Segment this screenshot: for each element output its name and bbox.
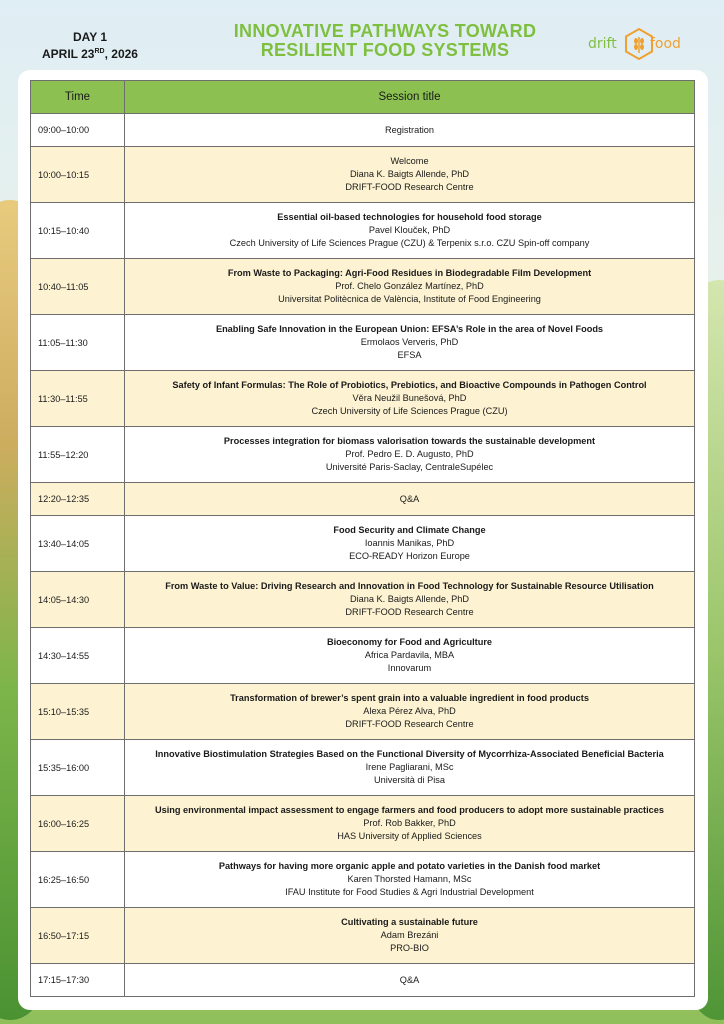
- logo-text-drift: drift: [588, 36, 617, 52]
- session-affiliation: DRIFT-FOOD Research Centre: [345, 719, 474, 729]
- table-header-row: [31, 81, 695, 114]
- date-label: [42, 47, 138, 61]
- session-speaker: Alexa Pérez Alva, PhD: [363, 706, 456, 716]
- session-cell: [125, 427, 695, 483]
- time-cell: 15:35–16:00: [31, 740, 125, 796]
- table-row: [31, 628, 695, 684]
- session-affiliation: ECO-READY Horizon Europe: [349, 551, 470, 561]
- page-header: [0, 0, 724, 70]
- table-row: [31, 147, 695, 203]
- session-affiliation: PRO-BIO: [390, 943, 429, 953]
- session-cell: [125, 147, 695, 203]
- page-title: [190, 22, 580, 60]
- schedule-card: [18, 70, 708, 1010]
- session-speaker: Welcome: [390, 156, 429, 166]
- session-cell: [125, 114, 695, 147]
- session-affiliation: IFAU Institute for Food Studies & Agri Industrial Development: [285, 887, 534, 897]
- session-affiliation: DRIFT-FOOD Research Centre: [345, 607, 474, 617]
- table-row: [31, 259, 695, 315]
- time-cell: 11:05–11:30: [31, 315, 125, 371]
- session-speaker: Q&A: [399, 493, 420, 504]
- day-date-block: [42, 30, 138, 61]
- table-row: [31, 572, 695, 628]
- session-affiliation: HAS University of Applied Sciences: [337, 831, 482, 841]
- time-cell: 09:00–10:00: [31, 114, 125, 147]
- session-cell: [125, 371, 695, 427]
- time-cell: 12:20–12:35: [31, 483, 125, 516]
- table-row: [31, 203, 695, 259]
- session-title: Safety of Infant Formulas: The Role of Probiotics, Prebiotics, and Bioactive Compounds in Pathogen Control: [172, 380, 647, 390]
- table-row: [31, 516, 695, 572]
- session-affiliation: Diana K. Baigts Allende, PhD: [350, 169, 469, 179]
- time-cell: 11:30–11:55: [31, 371, 125, 427]
- time-cell: 16:00–16:25: [31, 796, 125, 852]
- table-row: [31, 740, 695, 796]
- session-cell: [125, 964, 695, 997]
- session-cell: [125, 516, 695, 572]
- session-title: From Waste to Value: Driving Research and Innovation in Food Technology for Sustainable Resource Utilisation: [165, 581, 654, 591]
- logo-text-food: food: [650, 36, 681, 52]
- time-cell: 16:50–17:15: [31, 908, 125, 964]
- session-cell: [125, 572, 695, 628]
- session-speaker: Prof. Rob Bakker, PhD: [363, 818, 456, 828]
- time-cell: 13:40–14:05: [31, 516, 125, 572]
- session-cell: [125, 684, 695, 740]
- session-speaker: Věra Neužil Bunešová, PhD: [352, 393, 467, 403]
- session-speaker: Karen Thorsted Hamann, MSc: [347, 874, 472, 884]
- session-cell: [125, 483, 695, 516]
- session-title: Cultivating a sustainable future: [341, 917, 478, 927]
- session-affiliation: Czech University of Life Sciences Prague (CZU) & Terpenix s.r.o. CZU Spin-off company: [229, 238, 590, 248]
- session-speaker: Adam Brezáni: [380, 930, 439, 940]
- session-title: Transformation of brewer’s spent grain into a valuable ingredient in food products: [230, 693, 589, 703]
- column-header-session: Session title: [125, 81, 695, 114]
- session-speaker: Registration: [384, 124, 435, 135]
- session-speaker: Diana K. Baigts Allende, PhD: [350, 594, 469, 604]
- session-affiliation: Université Paris-Saclay, CentraleSupélec: [325, 462, 494, 472]
- table-row: [31, 684, 695, 740]
- session-speaker: Pavel Klouček, PhD: [368, 225, 451, 235]
- time-cell: 15:10–15:35: [31, 684, 125, 740]
- session-speaker: Prof. Chelo González Martínez, PhD: [335, 281, 484, 291]
- title-line-1: INNOVATIVE PATHWAYS TOWARD: [233, 21, 537, 41]
- session-cell: [125, 315, 695, 371]
- table-row: [31, 371, 695, 427]
- session-affiliation: Czech University of Life Sciences Prague (CZU): [311, 406, 508, 416]
- session-title: From Waste to Packaging: Agri-Food Residues in Biodegradable Film Development: [227, 268, 592, 278]
- session-cell: [125, 852, 695, 908]
- day-label: DAY 1: [72, 30, 108, 44]
- table-row: [31, 483, 695, 516]
- date-main: APRIL 23: [42, 47, 95, 61]
- schedule-table: [30, 80, 695, 997]
- session-cell: [125, 259, 695, 315]
- table-row: [31, 427, 695, 483]
- session-affiliation: Universitat Politècnica de València, Institute of Food Engineering: [278, 294, 541, 304]
- session-cell: [125, 203, 695, 259]
- session-speaker: Ermolaos Ververis, PhD: [360, 337, 459, 347]
- schedule-body: [31, 114, 695, 997]
- time-cell: 16:25–16:50: [31, 852, 125, 908]
- session-affiliation: Innovarum: [387, 663, 432, 673]
- session-title: Using environmental impact assessment to engage farmers and food producers to adopt more sustainable practices: [154, 805, 665, 815]
- session-cell: [125, 796, 695, 852]
- session-speaker: Q&A: [399, 974, 420, 985]
- time-cell: 17:15–17:30: [31, 964, 125, 997]
- session-title: Processes integration for biomass valorisation towards the sustainable development: [223, 436, 596, 446]
- title-line-2: RESILIENT FOOD SYSTEMS: [260, 40, 510, 60]
- session-affiliation: Università di Pisa: [374, 775, 445, 785]
- session-affiliation: DRIFT-FOOD Research Centre: [345, 182, 474, 192]
- session-cell: [125, 740, 695, 796]
- session-cell: [125, 628, 695, 684]
- session-speaker: Prof. Pedro E. D. Augusto, PhD: [345, 449, 474, 459]
- table-row: [31, 315, 695, 371]
- time-cell: 10:15–10:40: [31, 203, 125, 259]
- session-speaker: Ioannis Manikas, PhD: [364, 538, 455, 548]
- table-row: [31, 852, 695, 908]
- session-title: Bioeconomy for Food and Agriculture: [326, 637, 493, 647]
- session-title: Innovative Biostimulation Strategies Based on the Functional Diversity of Mycorrhiza-Associated Beneficial Bacteria: [155, 749, 664, 759]
- time-cell: 10:00–10:15: [31, 147, 125, 203]
- time-cell: 14:30–14:55: [31, 628, 125, 684]
- session-speaker: Africa Pardavila, MBA: [364, 650, 455, 660]
- session-title: Food Security and Climate Change: [333, 525, 486, 535]
- column-header-time: Time: [31, 81, 125, 114]
- session-speaker: Irene Pagliarani, MSc: [365, 762, 454, 772]
- session-title: Pathways for having more organic apple and potato varieties in the Danish food market: [218, 861, 601, 871]
- date-year: , 2026: [104, 47, 138, 61]
- session-cell: [125, 908, 695, 964]
- drift-food-logo: [588, 24, 698, 64]
- session-affiliation: EFSA: [397, 350, 422, 360]
- table-row: [31, 796, 695, 852]
- time-cell: 10:40–11:05: [31, 259, 125, 315]
- session-title: Enabling Safe Innovation in the European Union: EFSA’s Role in the area of Novel Foods: [215, 324, 604, 334]
- time-cell: 11:55–12:20: [31, 427, 125, 483]
- table-row: [31, 114, 695, 147]
- table-row: [31, 908, 695, 964]
- table-row: [31, 964, 695, 997]
- time-cell: 14:05–14:30: [31, 572, 125, 628]
- session-title: Essential oil-based technologies for household food storage: [277, 212, 542, 222]
- date-suffix: RD: [94, 48, 105, 55]
